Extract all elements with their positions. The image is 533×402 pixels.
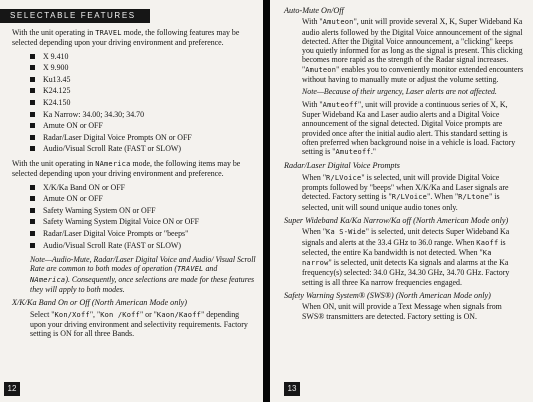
list-item <box>30 193 256 205</box>
page-number-right: 13 <box>284 382 300 396</box>
sws-body: When ON, unit will provide a Text Message when signals from SWS® transmitters are detected. Factory setting is ON. <box>302 302 502 321</box>
square-bullet-icon <box>30 123 35 128</box>
sws-heading: Safety Warning System® (SWS®) (North American Mode only) <box>284 291 491 301</box>
list-item-text: K24.125 <box>43 86 71 96</box>
left-column <box>12 28 256 341</box>
list-item-text: Radar/Laser Digital Voice Prompts or "beeps" <box>43 228 189 238</box>
right-column <box>284 6 524 324</box>
square-bullet-icon <box>30 231 35 236</box>
square-bullet-icon <box>30 112 35 117</box>
list-item <box>30 132 256 144</box>
right-page <box>270 0 533 402</box>
square-bullet-icon <box>30 54 35 59</box>
square-bullet-icon <box>30 88 35 93</box>
list-item-text: X 9.410 <box>43 51 69 61</box>
voice-heading: Radar/Laser Digital Voice Prompts <box>284 161 400 171</box>
common-features-note: Note—Audio-Mute, Radar/Laser Digital Voice and Audio/ Visual Scroll Rate are common to both modes of operation (TRAVEL and NAmerica). Consequently, once selections are made for these features they will apply to both modes. <box>30 255 256 294</box>
section-header: SELECTABLE FEATURES <box>0 9 150 23</box>
square-bullet-icon <box>30 208 35 213</box>
square-bullet-icon <box>30 65 35 70</box>
list-item <box>30 143 256 155</box>
square-bullet-icon <box>30 100 35 105</box>
binding-gutter <box>263 0 270 402</box>
list-item <box>30 120 256 132</box>
list-item <box>30 240 256 252</box>
left-page <box>0 0 263 402</box>
list-item-text: Radar/Laser Digital Voice Prompts ON or OFF <box>43 132 192 142</box>
list-item <box>30 74 256 86</box>
automute-on-body: With "Amuteon", unit will provide several X, K, Super Wideband Ka audio alerts followed by the Digital Voice announcement of the signal detected. After the Digital Voice announcement, a "clicking" keeps you quietly informed for as long as the signal is present. This clicking becomes more rapid as the strength of the Radar signal increases. "Amuteon" enables you to conveniently monitor extended encounters without having to manually mute or adjust the volume setting. <box>302 17 524 85</box>
mode-travel: TRAVEL <box>95 29 122 37</box>
square-bullet-icon <box>30 243 35 248</box>
list-item <box>30 62 256 74</box>
square-bullet-icon <box>30 196 35 201</box>
list-item <box>30 216 256 228</box>
list-item-text: Safety Warning System ON or OFF <box>43 205 156 215</box>
band-body: Select "Kon/Xoff", "Kon /Koff" or "Kaon/Kaoff" depending upon your driving environment and selectivity requirements. Factory setting is ON for all three Bands. <box>30 309 248 339</box>
wideband-body: When "Ka S-Wide" is selected, unit detects Super Wideband Ka signals and alerts at the 33.4 GHz to 36.0 range. When Kaoff is selected, the entire Ka bandwidth is not detected. When "Ka narrow" is selected, unit detects Ka signals and alarms at the Ka frequency(s) selected: 34.0 GHz, 34.30 GHz, 34.70 GHz. Factory setting is all three Ka narrow frequencies engaged. <box>302 227 510 287</box>
automute-heading: Auto-Mute On/Off <box>284 6 344 15</box>
laser-note: Note—Because of their urgency, Laser alerts are not affected. <box>302 87 497 97</box>
square-bullet-icon <box>30 146 35 151</box>
list-item-text: K24.150 <box>43 97 71 107</box>
mode-namerica: NAmerica <box>95 159 131 168</box>
list-item <box>30 85 256 97</box>
square-bullet-icon <box>30 185 35 190</box>
list-item <box>30 109 256 121</box>
america-intro: With the unit operating in NAmerica mode, the following items may be selected depending upon your driving environment and preference. <box>12 158 241 179</box>
list-item <box>30 97 256 109</box>
square-bullet-icon <box>30 135 35 140</box>
list-item <box>30 182 256 194</box>
list-item-text: Audio/Visual Scroll Rate (FAST or SLOW) <box>43 240 181 250</box>
travel-intro: With the unit operating in TRAVEL mode, the following features may be selected depending upon your driving environment and preference. <box>12 28 240 48</box>
wideband-heading: Super Wideband Ka/Ka Narrow/Ka off (North American Mode only) <box>284 215 509 225</box>
list-item-text: Safety Warning System Digital Voice ON or OFF <box>43 217 200 227</box>
automute-off-body: With "Amuteoff", unit will provide a continuous series of X, K, Super Wideband Ka and Laser audio alerts and a Digital Voice announcement of the signal detected. Digital Voice prompts are provided once after the initial audio alert. This standard setting is often preferred when background noise in a vehicle is load. Factory setting is "Amuteoff." <box>302 99 516 157</box>
list-item <box>30 51 256 63</box>
list-item <box>30 205 256 217</box>
list-item <box>30 228 256 240</box>
list-item-text: Ku13.45 <box>43 74 71 84</box>
square-bullet-icon <box>30 77 35 82</box>
list-item-text: Audio/Visual Scroll Rate (FAST or SLOW) <box>43 144 181 154</box>
band-heading: X/K/Ka Band On or Off (North American Mode only) <box>12 298 187 308</box>
list-item-text: X/K/Ka Band ON or OFF <box>43 182 125 192</box>
voice-body: When "R/LVoice" is selected, unit will provide Digital Voice prompts followed by "beeps" when X/K/Ka and Laser signals are detected. Factory setting is "R/LVoice". When "R/Ltone" is selected, unit will sound unique audio tones only. <box>302 172 509 212</box>
list-item-text: X 9.900 <box>43 63 69 73</box>
page-number-left: 12 <box>4 382 20 396</box>
list-item-text: Ka Narrow: 34.00; 34.30; 34.70 <box>43 109 145 119</box>
travel-feature-list <box>30 51 256 155</box>
square-bullet-icon <box>30 219 35 224</box>
list-item-text: Amute ON or OFF <box>43 121 103 131</box>
america-feature-list <box>30 182 256 252</box>
list-item-text: Amute ON or OFF <box>43 194 103 204</box>
